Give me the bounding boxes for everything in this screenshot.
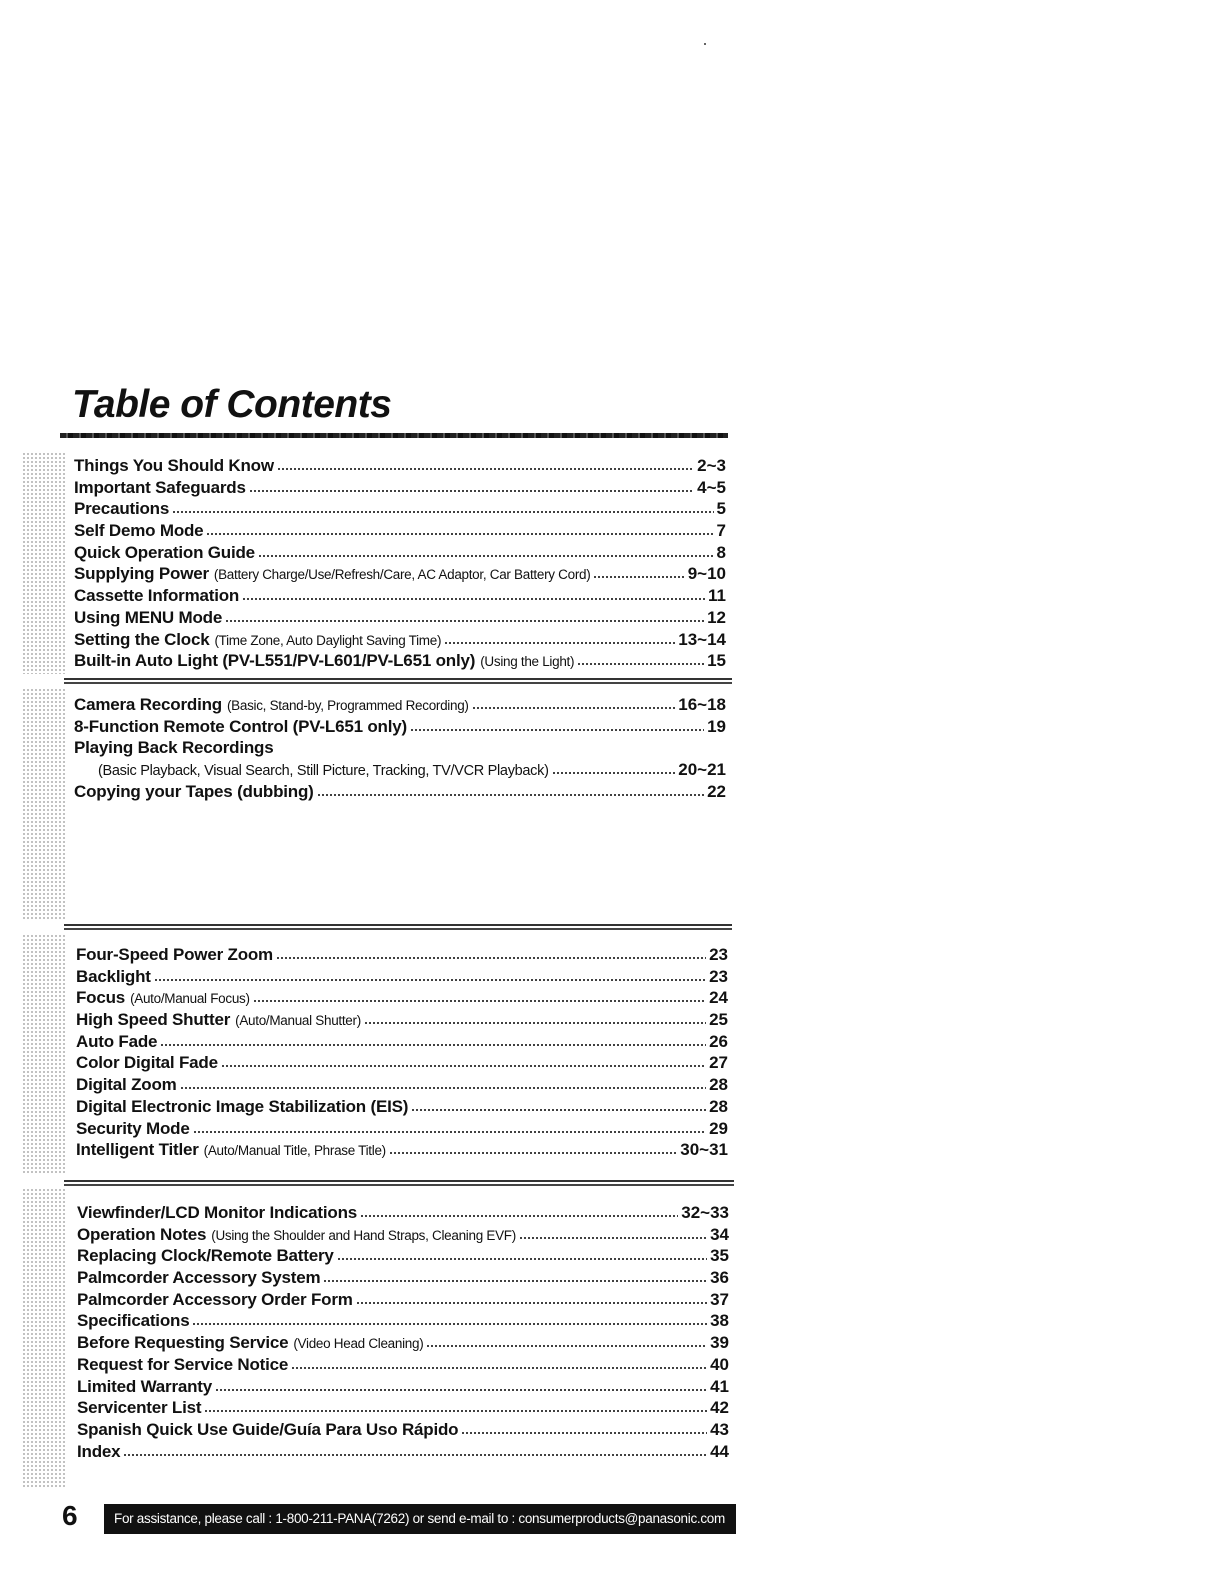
entry-title: Intelligent Titler: [76, 1140, 199, 1160]
toc-entry[interactable]: [74, 607, 726, 629]
entry-page: 37: [710, 1289, 729, 1309]
entry-title: Setting the Clock: [74, 629, 210, 649]
toc-entry[interactable]: [77, 1202, 729, 1224]
entry-page: 7: [716, 521, 726, 541]
toc-entry[interactable]: [76, 1118, 728, 1140]
toc-entry[interactable]: [77, 1397, 729, 1419]
entry-title: Copying your Tapes (dubbing): [74, 781, 314, 801]
entry-page: 19: [707, 716, 726, 736]
entry-title: Camera Recording: [74, 695, 222, 714]
leader-dots: [426, 1344, 707, 1348]
page-speck: [704, 43, 706, 45]
toc-entry[interactable]: [77, 1332, 729, 1354]
entry-subtitle: (Video Head Cleaning): [293, 1336, 424, 1352]
entry-page: 22: [707, 781, 726, 801]
entry-subtitle: (Using the Light): [480, 654, 575, 670]
entry-page: 9~10: [687, 564, 726, 584]
leader-dots: [337, 1257, 707, 1261]
leader-dots: [356, 1301, 707, 1305]
section-tab-2: [22, 688, 66, 920]
leader-dots: [221, 1064, 706, 1068]
toc-entry[interactable]: [74, 737, 726, 759]
entry-page: 29: [709, 1118, 728, 1138]
section-divider: [64, 1180, 734, 1182]
entry-title: Built-in Auto Light (PV-L551/PV-L601/PV-L651 only): [74, 651, 476, 671]
toc-entry[interactable]: [74, 759, 726, 781]
entry-page: 35: [710, 1246, 729, 1266]
entry-title: 8-Function Remote Control (PV-L651 only): [74, 716, 407, 736]
entry-page: 15: [707, 651, 726, 671]
entry-title: Viewfinder/LCD Monitor Indications: [77, 1203, 358, 1222]
entry-title: Spanish Quick Use Guide/Guía Para Uso Rápido: [77, 1419, 459, 1439]
entry-page: 38: [710, 1311, 729, 1331]
leader-dots: [577, 662, 704, 666]
toc-entry[interactable]: [77, 1376, 729, 1398]
toc-entry[interactable]: [74, 477, 726, 499]
entry-page: 8: [716, 542, 726, 562]
toc-entry[interactable]: [74, 716, 726, 738]
toc-entry[interactable]: [74, 563, 726, 585]
toc-entry[interactable]: [74, 542, 726, 564]
leader-dots: [389, 1151, 677, 1155]
leader-dots: [360, 1214, 678, 1218]
entry-title: Palmcorder Accessory Order Form: [77, 1289, 353, 1309]
leader-dots: [317, 793, 704, 797]
entry-title: Using MENU Mode: [74, 607, 223, 627]
entry-title: Self Demo Mode: [74, 521, 204, 541]
entry-title: Digital Electronic Image Stabilization (EIS): [76, 1096, 409, 1116]
entry-page: 12: [707, 607, 726, 627]
entry-title: Request for Service Notice: [77, 1354, 289, 1374]
entry-title: Servicenter List: [77, 1398, 202, 1418]
entry-title: Color Digital Fade: [76, 1053, 218, 1073]
leader-dots: [411, 1108, 706, 1112]
leader-dots: [172, 510, 713, 514]
toc-entry[interactable]: [76, 966, 728, 988]
entry-title: Backlight: [76, 966, 151, 986]
leader-dots: [276, 956, 706, 960]
entry-title: Specifications: [77, 1311, 190, 1331]
leader-dots: [410, 728, 704, 732]
leader-dots: [225, 619, 704, 623]
leader-dots: [249, 489, 694, 493]
leader-dots: [180, 1086, 707, 1090]
leader-dots: [206, 532, 713, 536]
toc-section-1: [74, 455, 726, 672]
leader-dots: [277, 467, 694, 471]
leader-dots: [242, 597, 705, 601]
toc-entry[interactable]: [76, 1052, 728, 1074]
leader-dots: [215, 1388, 707, 1392]
entry-subtitle: (Basic, Stand-by, Programmed Recording): [226, 698, 469, 713]
entry-page: 20~21: [678, 760, 726, 780]
entry-title: Digital Zoom: [76, 1075, 177, 1095]
toc-entry[interactable]: [77, 1224, 729, 1246]
entry-title: Replacing Clock/Remote Battery: [77, 1246, 334, 1266]
leader-dots: [364, 1021, 706, 1025]
entry-page: 44: [710, 1441, 729, 1461]
toc-entry[interactable]: [76, 1074, 728, 1096]
leader-dots: [552, 771, 676, 775]
toc-entry[interactable]: [76, 1096, 728, 1118]
entry-page: 40: [710, 1354, 729, 1374]
title-rule: [60, 433, 728, 438]
entry-title: Precautions: [74, 499, 170, 519]
entry-title: Auto Fade: [76, 1031, 158, 1051]
entry-page: 28: [709, 1075, 728, 1095]
entry-page: 43: [710, 1419, 729, 1439]
toc-entry[interactable]: [77, 1267, 729, 1289]
leader-dots: [291, 1366, 707, 1370]
entry-page: 23: [709, 945, 728, 964]
toc-entry[interactable]: [77, 1310, 729, 1332]
entry-subtitle: (Auto/Manual Focus): [130, 991, 250, 1007]
entry-title: Focus: [76, 988, 126, 1008]
entry-title: Four-Speed Power Zoom: [76, 945, 273, 964]
section-divider: [64, 678, 732, 680]
toc-entry[interactable]: [74, 585, 726, 607]
section-tab-4: [22, 1188, 66, 1488]
toc-entry[interactable]: [74, 520, 726, 542]
entry-title: Index: [77, 1441, 121, 1461]
leader-dots: [123, 1453, 707, 1457]
entry-page: 30~31: [680, 1140, 728, 1160]
entry-page: 34: [710, 1224, 729, 1244]
entry-title: Operation Notes: [77, 1224, 207, 1244]
entry-page: 4~5: [697, 477, 726, 497]
entry-page: 2~3: [697, 456, 726, 475]
leader-dots: [323, 1279, 707, 1283]
leader-dots: [253, 999, 706, 1003]
entry-title: Before Requesting Service: [77, 1333, 289, 1353]
entry-page: 5: [716, 499, 726, 519]
toc-entry[interactable]: [77, 1419, 729, 1441]
entry-page: 23: [709, 966, 728, 986]
leader-dots: [461, 1431, 707, 1435]
toc-section-2: [74, 694, 726, 802]
entry-page: 42: [710, 1398, 729, 1418]
leader-dots: [160, 1043, 706, 1047]
toc-section-4: [77, 1202, 729, 1462]
entry-title: Limited Warranty: [77, 1376, 213, 1396]
leader-dots: [193, 1130, 706, 1134]
entry-page: 25: [709, 1010, 728, 1030]
toc-entry[interactable]: [74, 694, 726, 716]
entry-title: Supplying Power: [74, 564, 209, 584]
entry-page: 39: [710, 1333, 729, 1353]
leader-dots: [444, 641, 675, 645]
leader-dots: [154, 978, 706, 982]
entry-title: Security Mode: [76, 1118, 190, 1138]
entry-page: 27: [709, 1053, 728, 1073]
toc-entry[interactable]: [77, 1441, 729, 1463]
entry-page: 41: [710, 1376, 729, 1396]
entry-title: Things You Should Know: [74, 456, 274, 475]
leader-dots: [204, 1409, 707, 1413]
entry-subtitle: (Time Zone, Auto Daylight Saving Time): [214, 632, 442, 648]
entry-title: Palmcorder Accessory System: [77, 1268, 321, 1288]
leader-dots: [192, 1322, 707, 1326]
toc-entry[interactable]: [77, 1245, 729, 1267]
toc-entry[interactable]: [76, 944, 728, 966]
entry-page: 24: [709, 988, 728, 1008]
toc-entry[interactable]: [74, 629, 726, 651]
toc-entry[interactable]: [74, 650, 726, 672]
entry-title: Cassette Information: [74, 586, 240, 606]
toc-entry[interactable]: [77, 1289, 729, 1311]
page-number: 6: [62, 1500, 78, 1531]
toc-entry[interactable]: [74, 781, 726, 803]
entry-title: Playing Back Recordings: [74, 738, 274, 758]
entry-subtitle: (Auto/Manual Title, Phrase Title): [203, 1143, 386, 1159]
section-tab-1: [22, 452, 66, 674]
section-tab-3: [22, 934, 66, 1174]
entry-page: 32~33: [681, 1203, 729, 1222]
entry-subtitle: (Using the Shoulder and Hand Straps, Cleaning EVF): [211, 1227, 516, 1243]
toc-entry[interactable]: [76, 1009, 728, 1031]
toc-entry[interactable]: [76, 1139, 728, 1161]
leader-dots: [472, 706, 676, 710]
entry-page: 11: [708, 586, 726, 606]
entry-subtitle: (Auto/Manual Shutter): [235, 1013, 361, 1029]
entry-subtitle: (Battery Charge/Use/Refresh/Care, AC Adaptor, Car Battery Cord): [213, 567, 591, 583]
leader-dots: [593, 575, 684, 579]
toc-entry[interactable]: [74, 498, 726, 520]
entry-page: 28: [709, 1096, 728, 1116]
entry-title: Quick Operation Guide: [74, 542, 255, 562]
entry-page: 13~14: [678, 629, 726, 649]
entry-title: High Speed Shutter: [76, 1010, 231, 1030]
entry-page: 26: [709, 1031, 728, 1051]
assistance-banner: For assistance, please call : 1-800-211-PANA(7262) or send e-mail to : consumerproducts@panasonic.com: [104, 1504, 736, 1534]
leader-dots: [519, 1236, 707, 1240]
entry-subtitle: (Basic Playback, Visual Search, Still Picture, Tracking, TV/VCR Playback): [98, 763, 549, 780]
page-title: Table of Contents: [72, 383, 392, 426]
entry-title: Important Safeguards: [74, 477, 246, 497]
toc-entry[interactable]: [76, 987, 728, 1009]
toc-entry[interactable]: [77, 1354, 729, 1376]
toc-section-3: [76, 944, 728, 1161]
section-divider: [64, 924, 732, 926]
toc-entry[interactable]: [74, 455, 726, 477]
toc-entry[interactable]: [76, 1031, 728, 1053]
leader-dots: [258, 554, 714, 558]
entry-page: 36: [710, 1268, 729, 1288]
entry-page: 16~18: [678, 695, 726, 714]
